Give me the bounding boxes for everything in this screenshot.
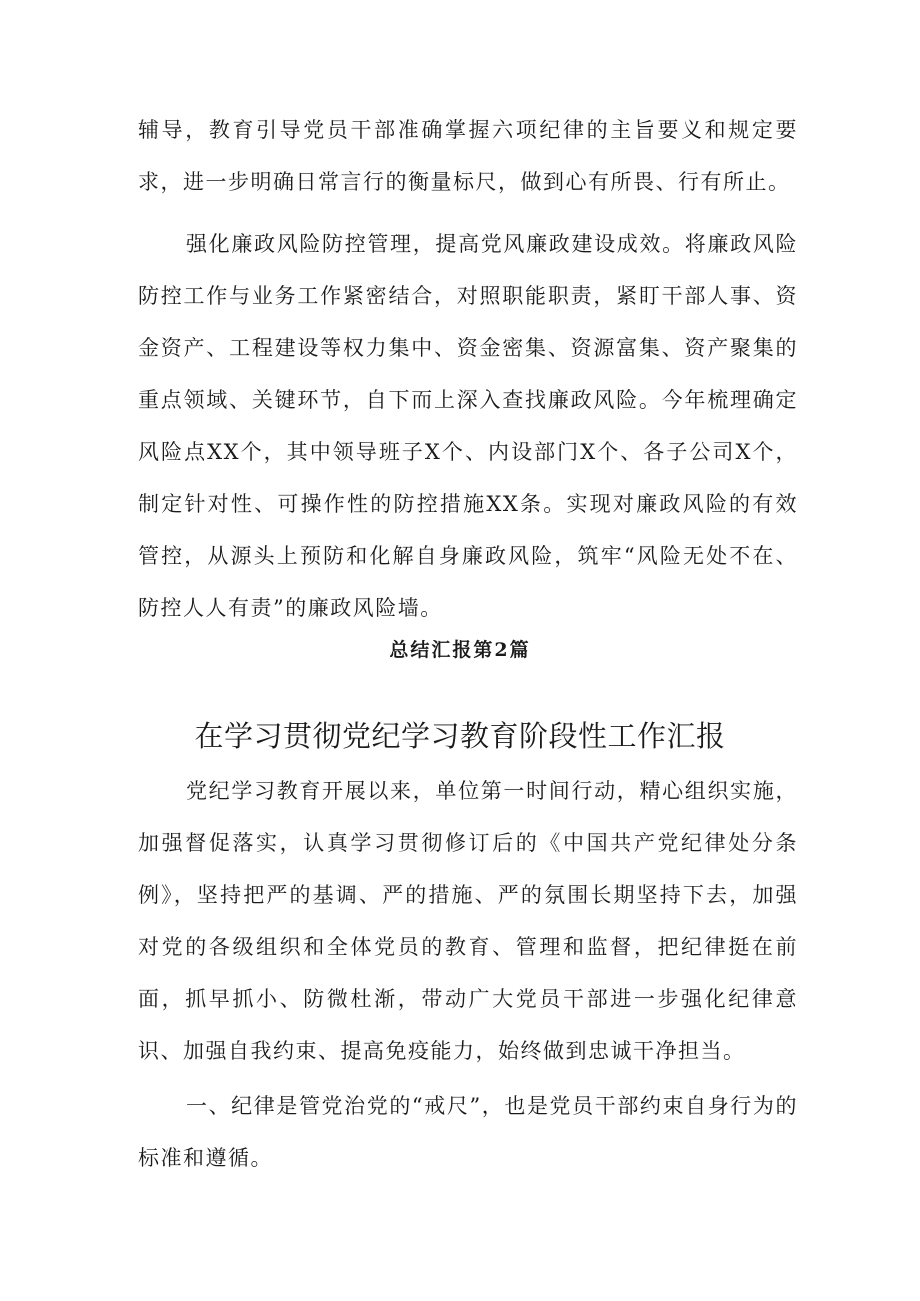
paragraph-risk-control: 强化廉政风险防控管理，提高党风廉政建设成效。将廉政风险防控工作与业务工作紧密结合，对照职能职责，紧盯干部人事、资金资产、工程建设等权力集中、资金密集、资源富集、资产聚集的重点领域、关键环节，自下而上深入查找廉政风险。今年梳理确定风险点XX个，其中领导班子X个、内设部门X个、各子公司X个，制定针对性、可操作性的防控措施XX条。实现对廉政风险的有效管控，从源头上预防和化解自身廉政风险，筑牢“风险无处不在、防控人人有责”的廉政风险墙。	[138, 232, 798, 620]
paragraph-section-one: 一、纪律是管党治党的“戒尺”，也是党员干部约束自身行为的标准和遵循。	[138, 1094, 798, 1170]
section-label: 总结汇报第2篇	[389, 639, 531, 661]
report-title: 在学习贯彻党纪学习教育阶段性工作汇报	[194, 719, 726, 753]
paragraph-continued-guidance: 辅导，教育引导党员干部准确掌握六项纪律的主旨要义和规定要求，进一步明确日常言行的衡量标尺，做到心有所畏、行有所止。	[138, 118, 798, 194]
paragraph-intro: 党纪学习教育开展以来，单位第一时间行动，精心组织实施，加强督促落实，认真学习贯彻修订后的《中国共产党纪律处分条例》，坚持把严的基调、严的措施、严的氛围长期坚持下去，加强对党的各级组织和全体党员的教育、管理和监督，把纪律挺在前面，抓早抓小、防微杜渐，带动广大党员干部进一步强化纪律意识、加强自我约束、提高免疫能力，始终做到忠诚干净担当。	[138, 779, 798, 1063]
